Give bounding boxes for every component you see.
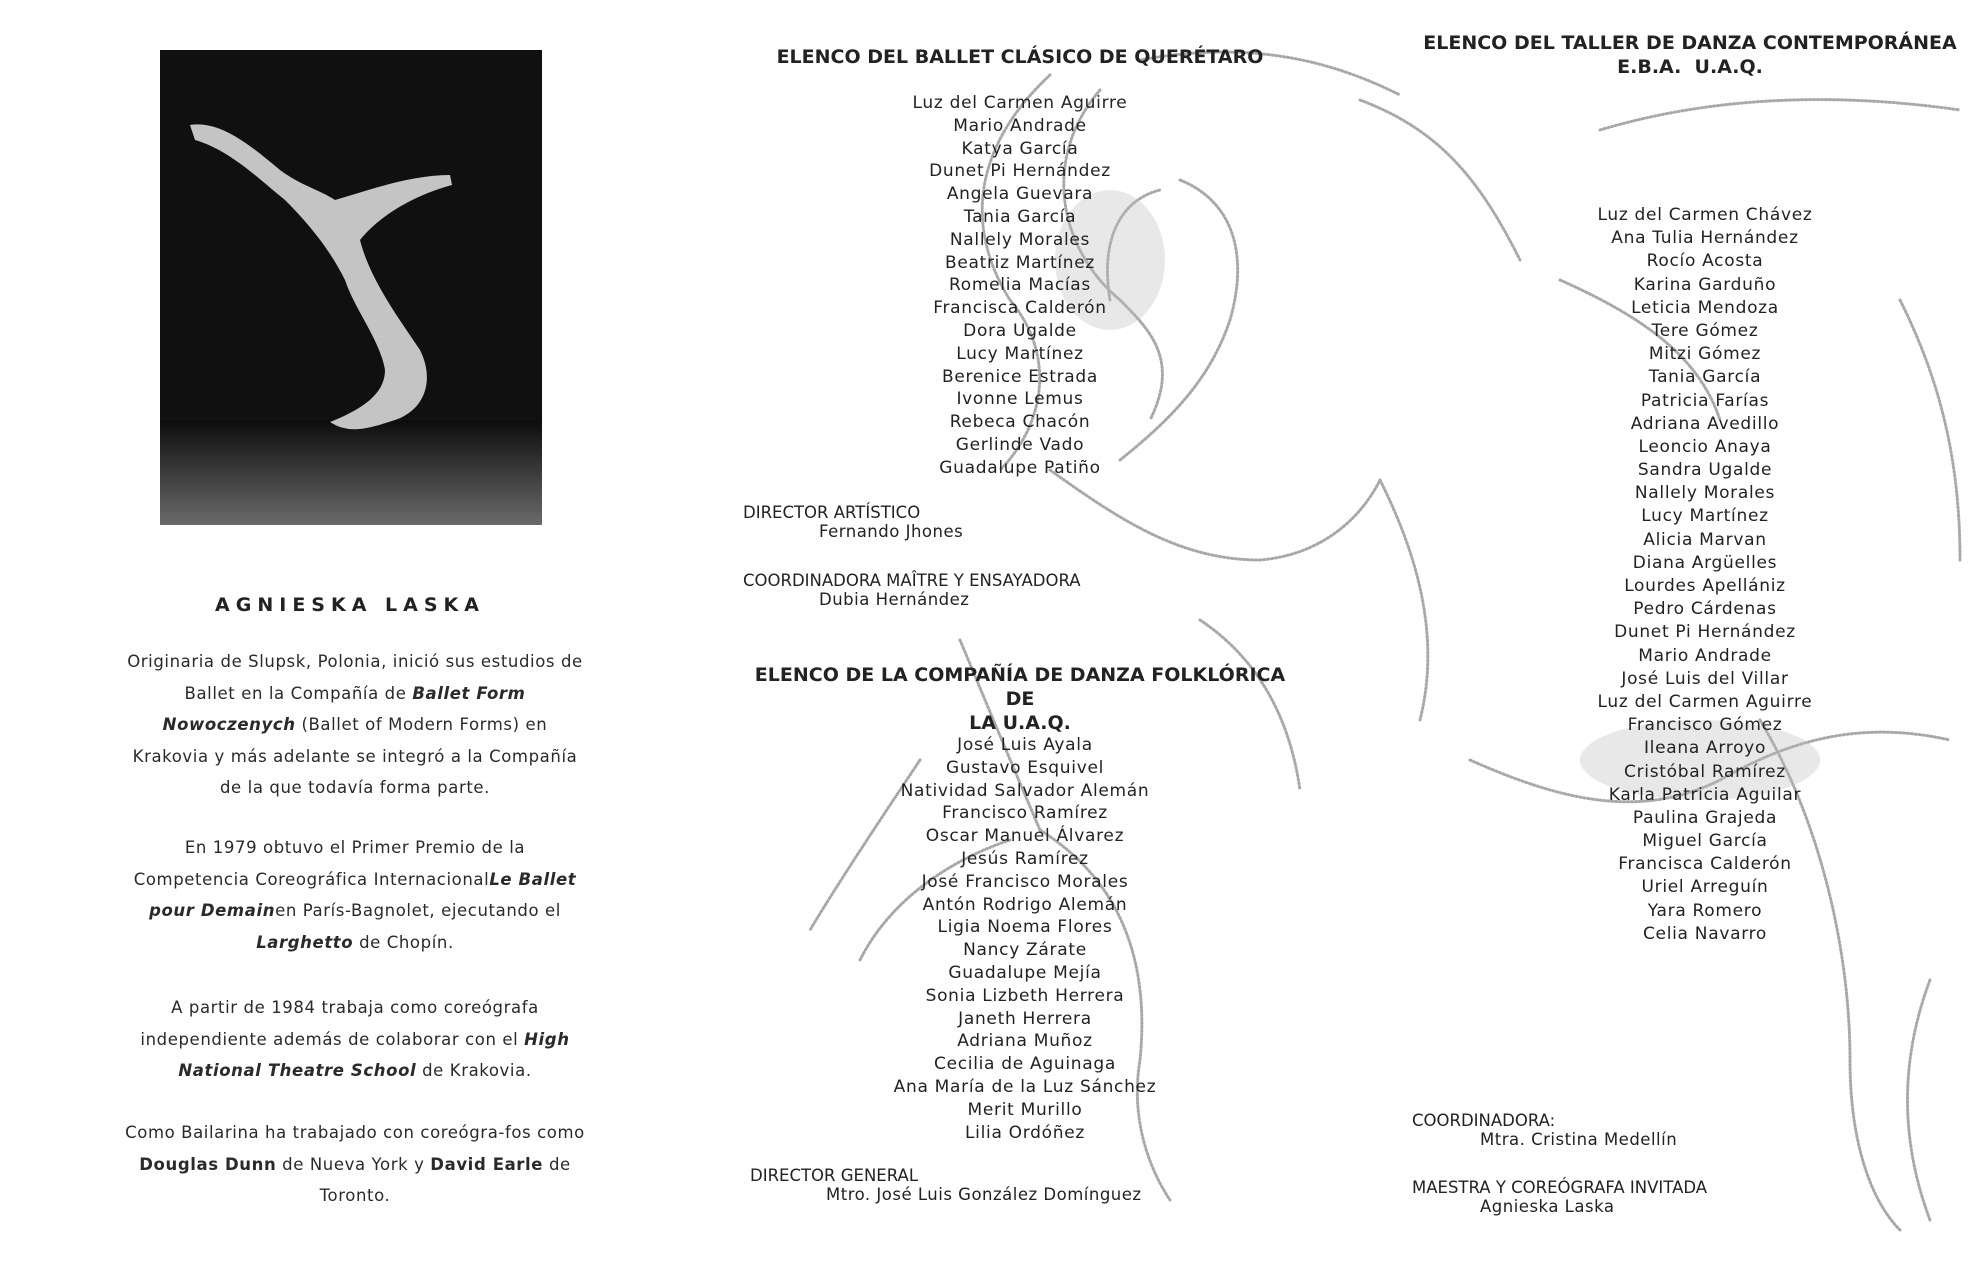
cast-member: Adriana Muñoz: [957, 1031, 1093, 1052]
cast-member: Celia Navarro: [1642, 923, 1768, 944]
cast-member: Jesús Ramírez: [961, 848, 1089, 869]
ballet-member-list: [860, 92, 1180, 480]
cast-member: Yara Romero: [1647, 900, 1763, 921]
cast-member: Nallely Morales: [949, 229, 1091, 250]
folklorica-member-list: [845, 734, 1205, 1144]
bio-title: AGNIESKA LASKA: [215, 594, 485, 616]
cast-member: Mario Andrade: [1638, 645, 1772, 666]
role-label: COORDINADORA:: [1412, 1111, 1556, 1130]
cast-member: Leoncio Anaya: [1638, 436, 1772, 457]
cast-member: Janeth Herrera: [958, 1008, 1092, 1029]
cast-member: Dunet Pi Hernández: [929, 161, 1111, 182]
folklorica-heading-line2: LA U.A.Q.: [969, 712, 1071, 734]
folklorica-heading: [740, 663, 1300, 735]
cast-member: Nancy Zárate: [963, 940, 1087, 961]
cast-member: Lucy Martínez: [1641, 506, 1769, 527]
cast-member: Francisca Calderón: [1618, 854, 1792, 875]
cast-member: Gustavo Esquivel: [945, 757, 1105, 778]
cast-member: Ileana Arroyo: [1643, 738, 1767, 759]
ballet-role-coordinator: [743, 571, 1081, 609]
cast-member: Adriana Avedillo: [1630, 413, 1780, 434]
cast-member: Karina Garduño: [1633, 274, 1777, 295]
folklorica-role-director: [750, 1166, 1142, 1204]
cast-member: Lucy Martínez: [956, 343, 1084, 364]
cast-member: Merit Murillo: [967, 1099, 1083, 1120]
role-name: Mtra. Cristina Medellín: [1480, 1130, 1678, 1149]
cast-member: Leticia Mendoza: [1631, 297, 1779, 318]
taller-heading-line1: ELENCO DEL TALLER DE DANZA CONTEMPORÁNEA: [1423, 32, 1957, 54]
taller-heading: [1405, 31, 1975, 79]
cast-member: Francisca Calderón: [933, 298, 1107, 319]
cast-member: Katya García: [961, 138, 1079, 159]
cast-member: Cristóbal Ramírez: [1624, 761, 1786, 782]
dancer-photo: [160, 50, 542, 525]
role-name: Fernando Jhones: [819, 522, 964, 541]
cast-member: Luz del Carmen Aguirre: [1597, 691, 1813, 712]
cast-member: Miguel García: [1642, 831, 1768, 852]
cast-member: Karla Patricia Aguilar: [1608, 784, 1802, 805]
cast-member: Lourdes Apellániz: [1624, 576, 1786, 596]
cast-member: Ivonne Lemus: [956, 389, 1084, 410]
cast-member: Dora Ugalde: [963, 320, 1077, 341]
cast-member: Sonia Lizbeth Herrera: [925, 985, 1125, 1006]
cast-member: Angela Guevara: [946, 184, 1094, 205]
bio-paragraph-1: Originaria de Slupsk, Polonia, inició sus estudios de Ballet en la Compañía de Ballet Form Nowoczenych (Ballet of Modern Forms) en Krakovia y más adelante se integró a la Compañía de la que todavía forma parte.: [127, 652, 583, 797]
cast-member: Antón Rodrigo Alemán: [922, 894, 1128, 915]
cast-member: Gerlinde Vado: [955, 434, 1085, 455]
cast-member: Ana Tulia Hernández: [1611, 228, 1799, 249]
cast-member: Berenice Estrada: [942, 366, 1098, 387]
taller-role-coordinator: [1412, 1111, 1677, 1149]
cast-member: Guadalupe Patiño: [939, 457, 1101, 478]
cast-member: Tania García: [963, 206, 1077, 227]
cast-member: José Luis Ayala: [957, 735, 1093, 755]
taller-role-guest: [1412, 1178, 1707, 1216]
cast-member: Rebeca Chacón: [949, 412, 1091, 433]
ballet-role-director: [743, 503, 963, 541]
cast-member: Natividad Salvador Alemán: [900, 780, 1150, 801]
cast-member: Paulina Grajeda: [1632, 807, 1778, 828]
cast-member: Lilia Ordóñez: [965, 1122, 1085, 1143]
cast-member: Dunet Pi Hernández: [1614, 622, 1796, 643]
role-name: Dubia Hernández: [819, 590, 970, 609]
bio-paragraph-2: En 1979 obtuvo el Primer Premio de la Competencia Coreográfica InternacionalLe Ballet pour Demainen París-Bagnolet, ejecutando el Larghetto de Chopín.: [133, 838, 577, 952]
cast-member: Romelia Macías: [949, 275, 1091, 296]
cast-member: Oscar Manuel Álvarez: [925, 826, 1125, 847]
ballet-heading: ELENCO DEL BALLET CLÁSICO DE QUERÉTARO: [776, 46, 1264, 68]
cast-member: Luz del Carmen Chávez: [1597, 205, 1813, 225]
cast-member: Tere Gómez: [1651, 320, 1759, 341]
cast-member: Francisco Ramírez: [942, 803, 1108, 824]
cast-member: Diana Argüelles: [1632, 552, 1778, 573]
dancer-photo-icon: [160, 50, 542, 525]
taller-member-list: [1545, 204, 1865, 946]
cast-member: Mario Andrade: [953, 115, 1087, 136]
cast-member: Beatriz Martínez: [944, 252, 1096, 273]
cast-member: Guadalupe Mejía: [948, 962, 1102, 983]
cast-member: Rocío Acosta: [1646, 251, 1764, 272]
cast-member: Nallely Morales: [1634, 483, 1776, 504]
cast-member: José Francisco Morales: [921, 871, 1129, 892]
role-label: DIRECTOR ARTÍSTICO: [743, 503, 921, 522]
folklorica-heading-line1: ELENCO DE LA COMPAÑÍA DE DANZA FOLKLÓRICA DE: [754, 664, 1286, 710]
cast-member: Ligia Noema Flores: [937, 917, 1113, 938]
cast-member: Luz del Carmen Aguirre: [912, 93, 1128, 113]
cast-member: Cecilia de Aguinaga: [934, 1054, 1116, 1075]
cast-member: Pedro Cárdenas: [1633, 599, 1777, 620]
cast-member: Patricia Farías: [1640, 390, 1770, 411]
bio-paragraph-4: Como Bailarina ha trabajado con coreógra-fos como Douglas Dunn de Nueva York y David Earle de Toronto.: [125, 1123, 585, 1205]
role-label: MAESTRA Y COREÓGRAFA INVITADA: [1412, 1178, 1708, 1197]
role-name: Mtro. José Luis González Domínguez: [826, 1185, 1142, 1204]
cast-member: Mitzi Gómez: [1648, 344, 1762, 365]
cast-member: José Luis del Villar: [1621, 668, 1789, 689]
role-name: Agnieska Laska: [1480, 1197, 1615, 1216]
role-label: DIRECTOR GENERAL: [750, 1166, 919, 1185]
role-label: COORDINADORA MAÎTRE Y ENSAYADORA: [743, 571, 1081, 590]
bio-paragraph-3: A partir de 1984 trabaja como coreógrafa independiente además de colaborar con el High National Theatre School de Krakovia.: [140, 998, 570, 1080]
taller-heading-line2: E.B.A. U.A.Q.: [1617, 56, 1763, 78]
cast-member: Francisco Gómez: [1627, 715, 1783, 736]
cast-member: Alicia Marvan: [1643, 529, 1767, 550]
cast-member: Tania García: [1648, 367, 1762, 388]
cast-member: Sandra Ugalde: [1637, 460, 1773, 481]
cast-member: Uriel Arreguín: [1641, 877, 1769, 898]
cast-member: Ana María de la Luz Sánchez: [893, 1076, 1157, 1097]
